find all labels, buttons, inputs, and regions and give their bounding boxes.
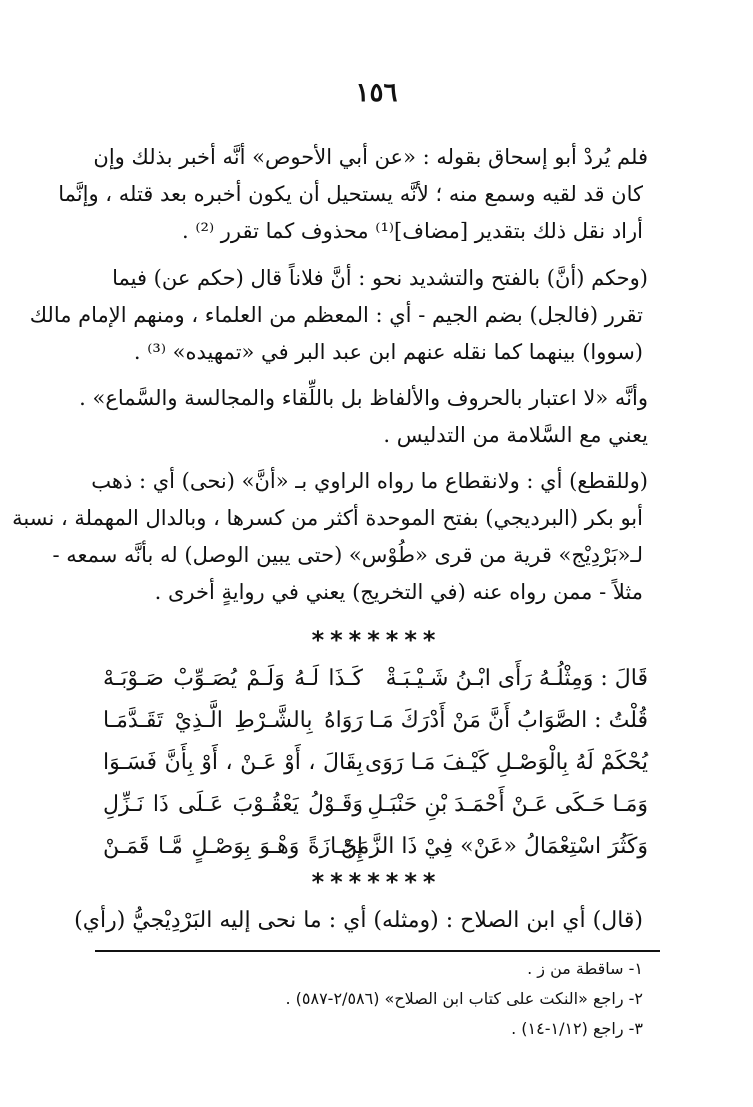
- verse-first-hemistich: وَمَـا حَـكَى عَـنْ أَحْمَـدَ بْنِ حَنْبَـلِ: [367, 792, 648, 817]
- section-divider-stars: *******: [311, 868, 442, 896]
- verse-first-hemistich: قُلْتُ : الصَّوَابُ أَنَّ مَنْ أَدْرَكَ مَـا: [368, 708, 648, 733]
- paragraph-line: كان قد لقيه وسمع منه ؛ لأنَّه يستحيل أن يكون أخبره بعد قتله ، وإنَّما: [58, 182, 643, 206]
- paragraph-line: لـ«بَرْدِيْج» قرية من قرى «طُوْس» (حتى يبين الوصل) له بأنَّه سمعه -: [52, 543, 643, 567]
- verse-second-hemistich: وَقَـوْلُ يَعْقُـوْبَ عَـلَى ذَا نَـزِّلِ: [103, 792, 363, 817]
- paragraph-line: (سووا) بينهما كما نقله عنهم ابن عبد البر في «تمهيده» ⁽³⁾ .: [133, 340, 643, 364]
- paragraph-line: أبو بكر (البرديجي) بفتح الموحدة أكثر من كسرها ، وبالدال المهملة ، نسبة: [12, 506, 643, 530]
- verse-first-hemistich: قَالَ : وَمِثْلُـهُ رَأَى ابْـنُ شَـيْـبَـةْ: [385, 666, 648, 691]
- paragraph-line: يعني مع السَّلامة من التدليس .: [383, 423, 648, 447]
- footnote-separator: [95, 950, 660, 952]
- verse-second-hemistich: إِجَـازَةً وَهْـوَ بِوَصْـلٍ مَّـا قَمَـنْ: [103, 834, 363, 859]
- verse-first-hemistich: يُحْكَمْ لَهُ بِالْوَصْـلِ كَيْـفَ مَـا رَوَى: [365, 750, 648, 775]
- page-number: ١٥٦: [355, 78, 398, 108]
- paragraph-line: أراد نقل ذلك بتقدير [مضاف]⁽¹⁾ محذوف كما تقرر ⁽²⁾ .: [182, 219, 643, 243]
- paragraph-line: مثلاً - ممن رواه عنه (في التخريج) يعني في روايةٍ أخرى .: [154, 580, 643, 604]
- paragraph-line: وأنَّه «لا اعتبار بالحروف والألفاظ بل باللِّقاء والمجالسة والسَّماع» .: [79, 386, 648, 410]
- verse-second-hemistich: بِقَالَ ، أَوْ عَـنْ ، أَوْ بِأَنَّ فَسَـوَا: [103, 750, 363, 775]
- section-divider-stars: *******: [311, 626, 442, 654]
- verse-second-hemistich: رَوَاهُ بِالشَّـرْطِ الَّـذِيْ تَقَـدَّمَـا: [103, 708, 363, 733]
- paragraph-line: تقرر (فالجل) بضم الجيم - أي : المعظم من العلماء ، ومنهم الإمام مالك: [29, 303, 643, 327]
- verse-second-hemistich: كَـذَا لَـهُ وَلَـمْ يُصَـوِّبْ صَـوْبَـهْ: [103, 666, 363, 691]
- footnote: ٢- راجع «النكت على كتاب ابن الصلاح» (٢/٥٨٦-٥٨٧) .: [285, 989, 643, 1008]
- commentary-line: (قال) أي ابن الصلاح : (ومثله) أي : ما نحى إليه البَرْدِيْجيُّ (رأي): [74, 908, 643, 933]
- verse-first-hemistich: وَكَثُرَ اسْتِعْمَالُ «عَنْ» فِيْ ذَا الزَّمَنْ: [340, 834, 648, 859]
- paragraph-line: فلم يُردْ أبو إسحاق بقوله : «عن أبي الأحوص» أنَّه أخبر بذلك وإن: [93, 145, 648, 169]
- footnote: ٣- راجع (١/١٢-١٤) .: [511, 1019, 643, 1038]
- paragraph-line: (وحكم (أنَّ) بالفتح والتشديد نحو : أنَّ فلاناً قال (حكم عن) فيما: [112, 266, 648, 290]
- footnote: ١- ساقطة من ز .: [527, 959, 643, 978]
- paragraph-line: (وللقطع) أي : ولانقطاع ما رواه الراوي بـ «أنَّ» (نحى) أي : ذهب: [91, 469, 648, 493]
